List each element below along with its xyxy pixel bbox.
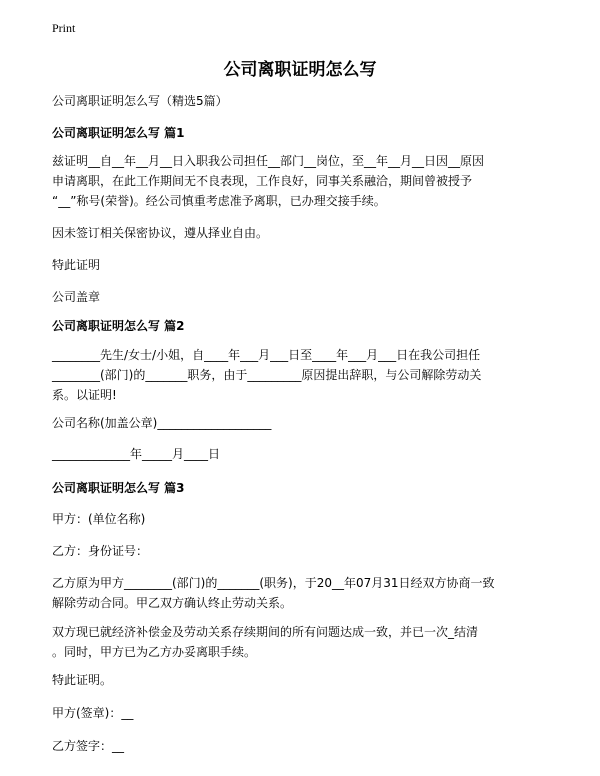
section2-paragraph-certificate [52,345,554,405]
text-line: 乙方：身份证号： [52,544,149,558]
text-line: 。同时，甲方已为乙方办妥离职手续。 [52,645,257,659]
text-line: 公司名称(加盖公章)___________________ [52,416,272,430]
print-label[interactable]: Print [52,21,76,35]
section3-paragraph-termination [52,573,554,613]
text-line: 乙方签字：__ [52,739,125,753]
section2-date [52,444,554,464]
subtitle: 公司离职证明怎么写（精选5篇） [52,94,228,108]
section3-party-b [52,541,554,561]
text-line: 系。以证明! [52,388,117,402]
page-title: 公司离职证明怎么写 [223,60,377,80]
section-heading-1: 公司离职证明怎么写 篇1 [52,126,185,140]
text-line: 兹证明__自__年__月__日入职我公司担任__部门__岗位，至__年__月__日因__原因 [52,154,485,168]
section-heading-3: 公司离职证明怎么写 篇3 [52,481,185,495]
section3-paragraph-settlement [52,622,554,662]
text-line: 公司盖章 [52,290,101,304]
section1-paragraph-certificate [52,151,554,211]
text-line: 特此证明 [52,258,101,272]
text-line: 甲方(签章)：__ [52,706,134,720]
section2-company-name [52,413,554,433]
section-heading-2: 公司离职证明怎么写 篇2 [52,319,185,333]
text-line: “__”称号(荣誉)。经公司慎重考虑准予离职，已办理交接手续。 [52,194,386,208]
section1-paragraph-confidentiality [52,223,554,243]
text-line: 因未签订相关保密协议，遵从择业自由。 [52,226,269,240]
section3-party-a-signature [52,703,554,723]
text-line: 解除劳动合同。甲乙双方确认终止劳动关系。 [52,596,293,610]
text-line: 申请离职，在此工作期间无不良表现，工作良好，同事关系融洽，期间曾被授予 [52,174,473,188]
text-line: 特此证明。 [52,673,113,687]
text-line: ________(部门)的_______职务，由于_________原因提出辞职，与公司解除劳动关 [52,368,482,382]
section1-paragraph-certify [52,255,554,275]
section3-party-a [52,509,554,529]
text-line: ________先生/女士/小姐，自____年___月___日至____年___月___日在我公司担任 [52,348,481,362]
section1-paragraph-seal [52,287,554,307]
text-line: 双方现已就经济补偿金及劳动关系存续期间的所有问题达成一致，并已一次_结清 [52,625,479,639]
section3-party-b-signature [52,736,554,756]
text-line: _____________年_____月____日 [52,447,221,461]
section3-certify [52,670,554,690]
text-line: 乙方原为甲方________(部门)的_______(职务)，于20__年07月31日经双方协商一致 [52,576,495,590]
text-line: 甲方：(单位名称) [52,512,146,526]
